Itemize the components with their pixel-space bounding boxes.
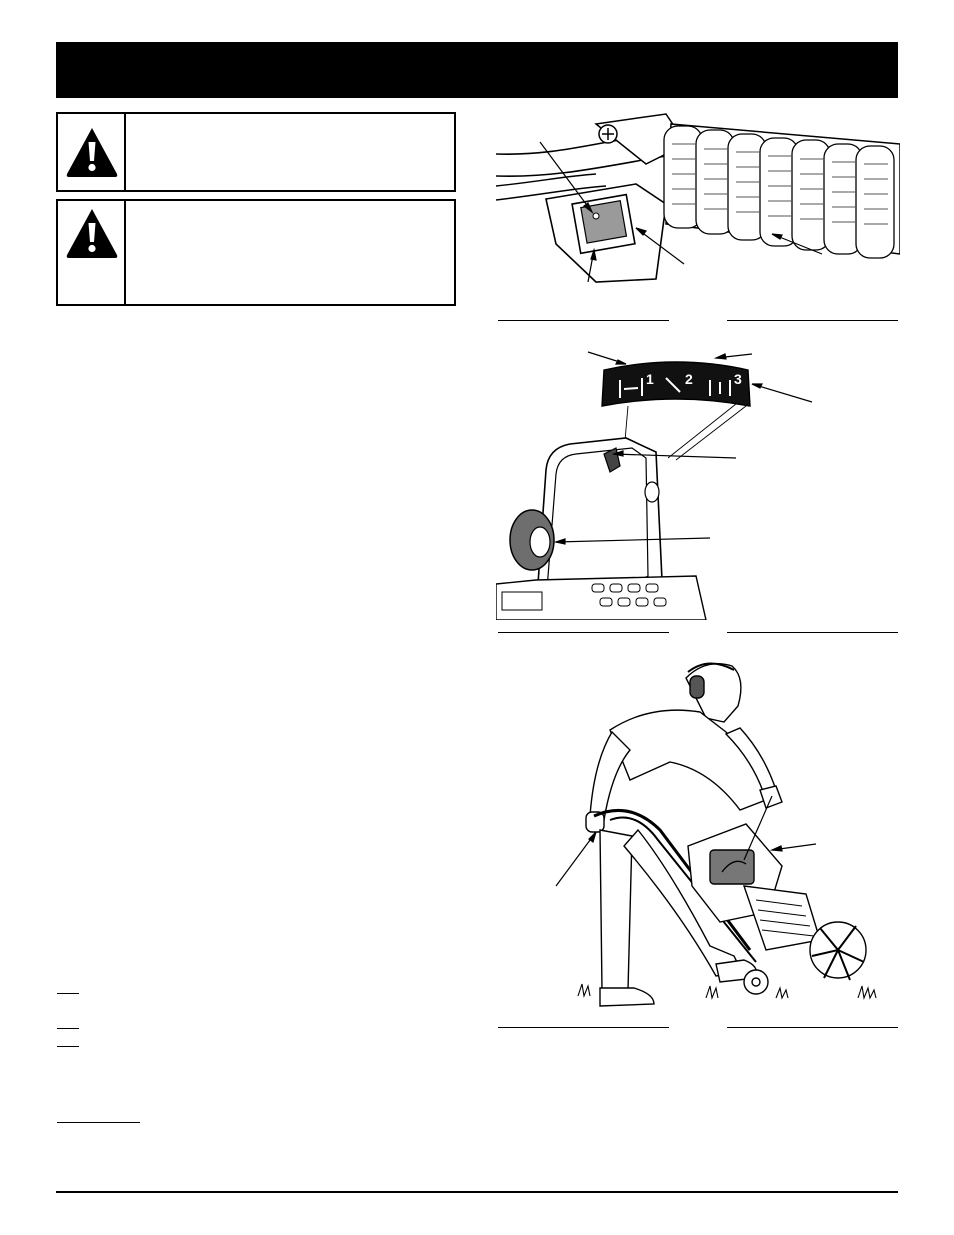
warning-triangle-icon — [64, 205, 120, 261]
warning-icon-cell — [58, 114, 126, 190]
warning-box-1 — [56, 112, 456, 192]
note-underline — [57, 993, 79, 994]
footer-rule — [56, 1191, 898, 1193]
figure-depth-lever — [496, 340, 900, 620]
note-underline — [57, 1046, 79, 1047]
figure-1-caption-rule-right — [727, 320, 898, 321]
note-underline — [57, 1028, 79, 1029]
figure-2-caption-rule-right — [727, 632, 898, 633]
figure-2-caption-rule-left — [498, 632, 669, 633]
depth-setting-2: 2 — [685, 371, 693, 387]
heading-underline — [57, 1122, 140, 1123]
figure-3-caption-rule-right — [727, 1027, 898, 1028]
figure-handle-switch — [496, 104, 900, 304]
figure-3-caption-rule-left — [498, 1027, 669, 1028]
section-header-bar — [56, 42, 898, 98]
figure-operator-starting — [520, 650, 904, 1020]
warning-icon-cell — [58, 201, 126, 304]
depth-setting-1: 1 — [646, 371, 654, 387]
warning-triangle-icon — [64, 124, 120, 180]
warning-box-2 — [56, 199, 456, 306]
figure-1-caption-rule-left — [498, 320, 669, 321]
depth-decal — [602, 362, 750, 406]
depth-setting-3: 3 — [734, 371, 742, 387]
